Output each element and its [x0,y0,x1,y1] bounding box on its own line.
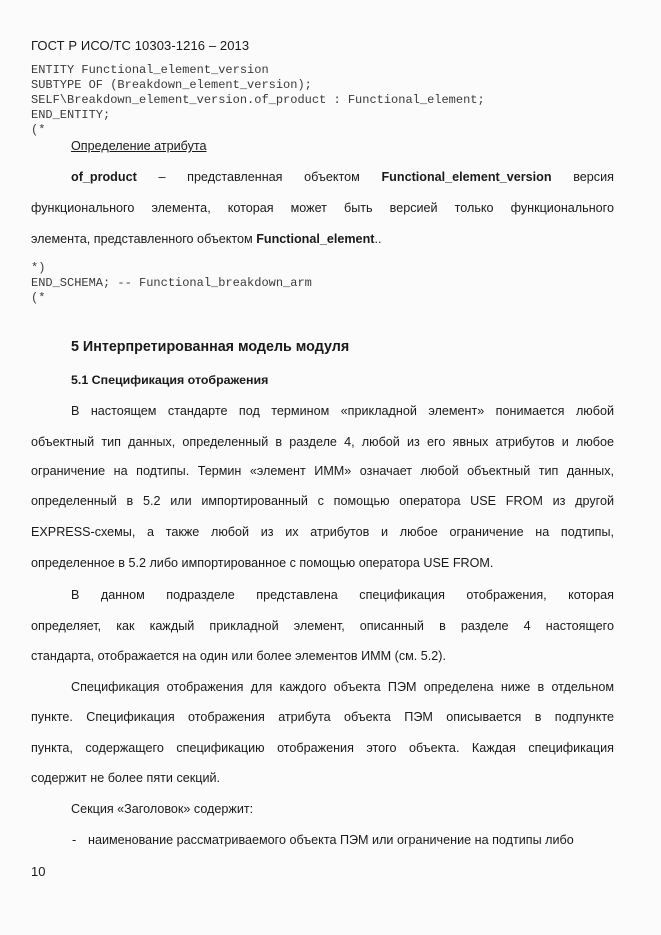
code-line: (* [31,123,46,137]
definition-word: объектом [304,170,360,184]
paragraph-line: В настоящем стандарте под термином «прикладной элемент» понимается любой [71,404,614,418]
subsection-heading: 5.1 Спецификация отображения [71,373,269,387]
paragraph-line: EXPRESS-схемы, а также любой из их атрибутов и любое ограничение на подтипы, [31,525,614,539]
code-line: ENTITY Functional_element_version [31,63,269,77]
definition-word: представленная [187,170,283,184]
attribute-definition-line [31,232,381,246]
code-line: *) [31,261,46,275]
definition-text: элемента, представленного объектом [31,232,257,246]
entity-name: Functional_element_version [381,170,552,184]
paragraph-line: Секция «Заголовок» содержит: [71,802,254,816]
paragraph-line: Спецификация отображения для каждого объекта ПЭМ определена ниже в отдельном [71,680,614,694]
section-heading: 5 Интерпретированная модель модуля [71,339,350,355]
paragraph-line: В данном подразделе представлена спецификация отображения, которая [71,588,614,602]
entity-name: Functional_element [256,232,375,246]
definition-word: версия [573,170,614,184]
paragraph-line: стандарта, отображается на один или более элементов ИММ (см. 5.2). [31,649,446,663]
paragraph-line: ограничение на подтипы. Термин «элемент ИММ» означает любой объектный тип данных, [31,464,614,478]
definition-dash: – [158,170,166,184]
code-line: END_ENTITY; [31,108,111,122]
paragraph-line: пункта, содержащего спецификацию отображения этого объекта. Каждая спецификация [31,741,614,755]
page-number: 10 [31,864,46,879]
list-item: наименование рассматриваемого объекта ПЭМ или ограничение на подтипы либо [88,833,574,847]
attribute-definition-line [71,170,614,184]
paragraph-line: пункте. Спецификация отображения атрибута объекта ПЭМ описывается в подпункте [31,710,614,724]
code-line: SUBTYPE OF (Breakdown_element_version); [31,78,312,92]
paragraph-line: содержит не более пяти секций. [31,771,221,785]
paragraph-line: определяет, как каждый прикладной элемент, описанный в разделе 4 настоящего [31,619,614,633]
definition-text: .. [374,232,382,246]
attribute-definition-heading: Определение атрибута [71,139,207,153]
code-line: END_SCHEMA; -- Functional_breakdown_arm [31,276,312,290]
code-line: SELF\Breakdown_element_version.of_product : Functional_element; [31,93,485,107]
paragraph-line: определенный в 5.2 или импортированный с помощью оператора USE FROM из другой [31,494,614,508]
attribute-definition-line: функционального элемента, которая может быть версией только функционального [31,201,614,215]
paragraph-line: объектный тип данных, определенный в разделе 4, любой из его явных атрибутов и любое [31,435,614,449]
paragraph-line: определенное в 5.2 либо импортированное с помощью оператора USE FROM. [31,556,494,570]
list-item-marker: - [72,833,77,847]
attribute-term: of_product [71,170,137,184]
document-header: ГОСТ Р ИСО/ТС 10303-1216 – 2013 [31,38,250,53]
code-line: (* [31,291,46,305]
